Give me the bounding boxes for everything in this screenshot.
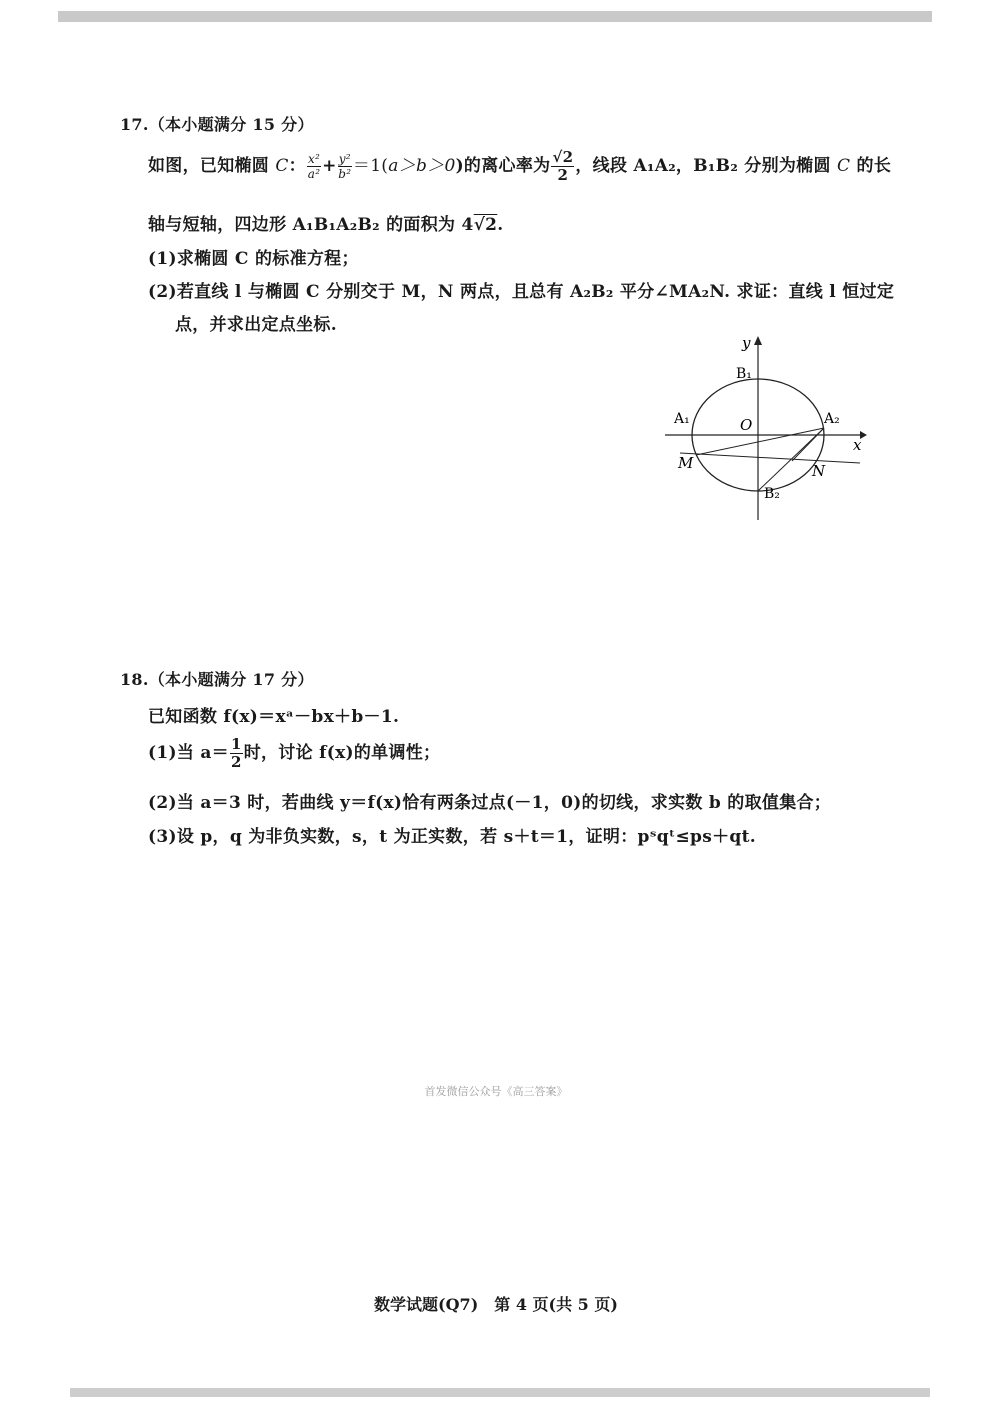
plus-sign: +	[322, 156, 337, 176]
line-end-text: 的长	[850, 156, 892, 176]
label-a2: A₂	[824, 411, 840, 427]
label-x: x	[853, 436, 862, 454]
label-a1: A₁	[674, 411, 690, 427]
fraction-x2-a2: $\frac{\text{x²}}{\text{a²}}$	[307, 152, 321, 181]
area-text: 轴与短轴，四边形 A₁B₁A₂B₂ 的面积为 4	[148, 215, 474, 235]
q18-line1: 已知函数 f(x)＝xᵃ－bx＋b－1.	[148, 707, 400, 727]
q18-part3: (3)设 p，q 为非负实数，s，t 为正实数，若 s＋t＝1，证明：pˢqᵗ≤ps＋qt.	[148, 827, 756, 847]
label-n: N	[812, 462, 826, 480]
condition: a＞b＞0	[388, 156, 456, 176]
page-footer: 数学试题(Q7) 第 4 页(共 5 页)	[374, 1295, 618, 1314]
q17-text: 如图，已知椭圆	[148, 156, 276, 176]
period: .	[497, 215, 504, 235]
label-b2: B₂	[764, 486, 780, 502]
equals-one: ＝1(	[352, 156, 389, 176]
q17-part1: (1)求椭圆 C 的标准方程；	[148, 249, 359, 269]
q18-header: 18.（本小题满分 17 分）	[120, 670, 314, 689]
top-scan-border	[58, 11, 932, 22]
label-y: y	[742, 334, 751, 352]
fraction-one-half: $\frac{1}{2}$	[230, 735, 242, 771]
label-m: M	[678, 454, 694, 472]
fraction-root2-2: $\frac{√2}{2}$	[552, 148, 574, 184]
q18-part1	[148, 737, 440, 770]
label-b1: B₁	[736, 366, 752, 382]
part1-rest: 时，讨论 f(x)的单调性；	[243, 743, 441, 763]
y-axis-arrow	[754, 336, 762, 345]
part1-lead: (1)当 a＝	[148, 743, 229, 763]
sqrt-two: √2	[473, 215, 498, 235]
q17-header: 17.（本小题满分 15 分）	[120, 115, 314, 134]
watermark: 首发微信公众号《高三答案》	[424, 1085, 568, 1098]
q17-part2-line2: 点，并求出定点坐标.	[175, 315, 337, 335]
q18-part2: (2)当 a＝3 时，若曲线 y＝f(x)恰有两条过点(－1，0)的切线，求实数 b 的取值集合；	[148, 793, 832, 813]
var-c: C	[837, 156, 851, 176]
bottom-scan-border	[70, 1388, 930, 1397]
q17-part2-line1: (2)若直线 l 与椭圆 C 分别交于 M，N 两点，且总有 A₂B₂ 平分∠MA₂N. 求证：直线 l 恒过定	[148, 282, 895, 302]
fraction-y2-b2: $\frac{\text{y²}}{\text{b²}}$	[338, 152, 352, 181]
colon: ：	[288, 156, 306, 176]
var-c: C	[275, 156, 289, 176]
label-o: O	[740, 416, 753, 434]
eccentricity-text: )的离心率为	[455, 156, 551, 176]
segment-a2-b2	[758, 428, 824, 491]
q17-line2	[148, 210, 504, 235]
line-l	[680, 453, 860, 463]
ellipse-diagram	[660, 330, 870, 530]
segment-a2-m	[696, 428, 824, 455]
segment-text: ，线段 A₁A₂，B₁B₂ 分别为椭圆	[575, 156, 837, 176]
q17-line1	[148, 150, 891, 183]
